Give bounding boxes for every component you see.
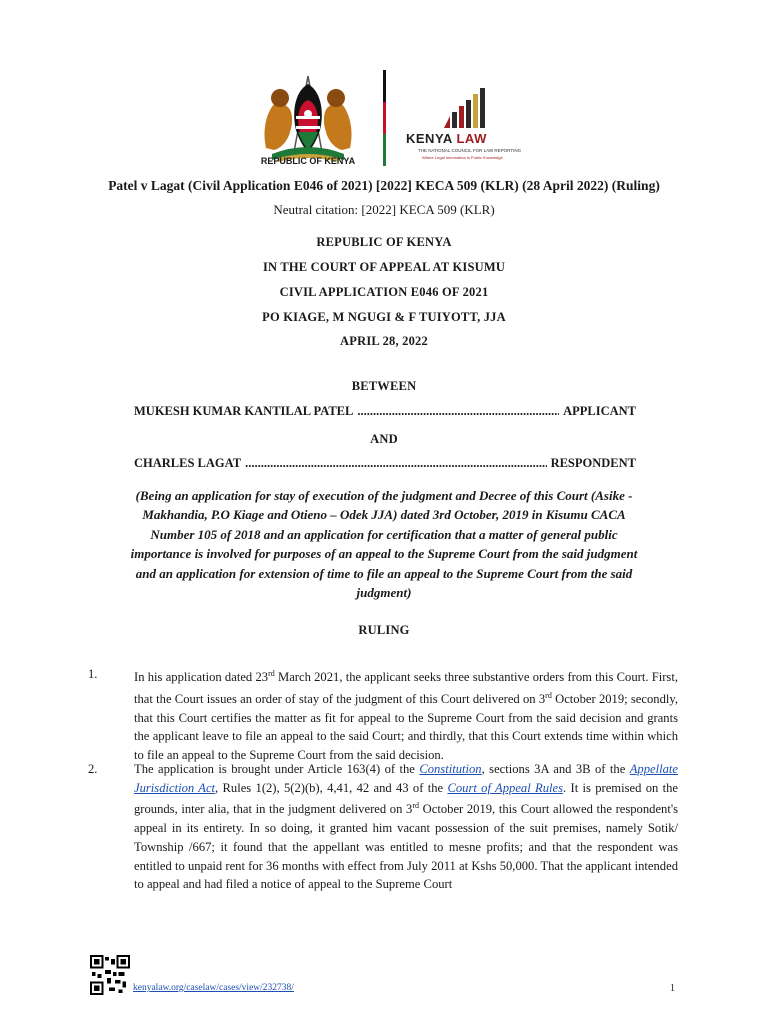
- kenya-law-logo-icon: [440, 86, 490, 128]
- text-run: The application is brought under Article 163(4) of the: [134, 762, 420, 776]
- superscript: rd: [412, 801, 420, 811]
- case-title: Patel v Lagat (Civil Application E046 of 2021) [2022] KECA 509 (KLR) (28 April 2022) (Ruling): [108, 178, 660, 193]
- flag-divider: [383, 70, 386, 166]
- text-run: October 2019; secondly, that this Court certifies the matter as fit for appeal to the Supreme Court from the said decision and grants the applicant leave to file an appeal to the said Court; and thirdly, that this Court extends time within which to file an appeal to the Supreme Court from the said decision.: [134, 692, 678, 763]
- leader-dots: [245, 456, 546, 471]
- application-description: (Being an application for stay of execution of the judgment and Decree of this Court (Asike -Makhandia, P.O Kiage and Otieno – Odek JJA) dated 3rd October, 2019 in Kisumu CACA Number 105 of 2018 and an application for certification that a matter of general public importance is involved for purposes of an appeal to the Supreme Court from the said judgment and an application for extension of time to file an appeal to the Supreme Court from the said judgment): [130, 488, 638, 601]
- text-run: . It is premised on the grounds, inter alia, that in the judgment delivered on 3: [134, 780, 679, 817]
- brand-kenya: KENYA: [406, 131, 453, 146]
- brand-subtitle: THE NATIONAL COUNCIL FOR LAW REPORTING: [418, 148, 522, 153]
- brand-law: LAW: [456, 131, 487, 146]
- text-run: In his application dated 23: [134, 670, 269, 685]
- respondent-name: CHARLES LAGAT: [134, 456, 242, 470]
- paragraph-number: 1.: [88, 667, 98, 681]
- coat-of-arms-caption: REPUBLIC OF KENYA: [260, 156, 356, 166]
- neutral-citation: Neutral citation: [2022] KECA 509 (KLR): [273, 202, 495, 217]
- constitution-link[interactable]: Constitution: [419, 762, 482, 776]
- respondent-role: RESPONDENT: [550, 456, 636, 470]
- applicant-role: APPLICANT: [563, 404, 636, 418]
- text-run: March 2021, the applicant seeks three substantive orders from this Court. First, that the Court issues an order of stay of the judgment of this Court delivered on 3: [134, 670, 678, 707]
- caption-date: APRIL 28, 2022: [340, 334, 428, 348]
- caption-judges: PO KIAGE, M NGUGI & F TUIYOTT, JJA: [262, 310, 506, 324]
- page-number: 1: [670, 983, 675, 994]
- court-of-appeal-rules-link[interactable]: Court of Appeal Rules: [447, 780, 564, 795]
- and-label: AND: [370, 432, 398, 446]
- qr-code-icon[interactable]: [90, 955, 130, 995]
- applicant-name: MUKESH KUMAR KANTILAL PATEL: [134, 404, 354, 418]
- text-run: , sections 3A and 3B of the: [481, 762, 630, 776]
- superscript: rd: [545, 690, 552, 700]
- caption-application: CIVIL APPLICATION E046 OF 2021: [279, 285, 489, 299]
- applicant-line: [134, 404, 636, 419]
- paragraph-number: 2.: [88, 762, 98, 776]
- header-logos: [0, 66, 768, 176]
- respondent-line: [134, 456, 636, 471]
- brand-tagline: Where Legal Information is Public Knowledge: [422, 155, 503, 160]
- coat-of-arms-icon: [258, 70, 358, 170]
- paragraph-1: [88, 665, 678, 765]
- text-run: October 2019, this Court allowed the respondent's appeal in its entirety. In so doing, it granted him vacant possession of the suit premises, namely Sotik/ Township /667; it found that the appellant was entitled to mesne profits; and that the respondent was entitled to unpaid rent for 36 months with effect from July 2011 at Kshs 50,000. That the applicant intended to appeal and had filed a notice of appeal to the Supreme Court: [134, 802, 678, 892]
- text-run: , Rules 1(2), 5(2)(b), 4,41, 42 and 43 of the: [215, 780, 448, 795]
- caption-republic: REPUBLIC OF KENYA: [316, 235, 452, 249]
- paragraph-2: [88, 760, 678, 894]
- appellate-jurisdiction-act-link[interactable]: Appellate Jurisdiction Act: [134, 762, 678, 795]
- kenya-law-wordmark: [406, 131, 487, 146]
- superscript: rd: [268, 669, 275, 678]
- leader-dots: [357, 404, 559, 419]
- ruling-heading: RULING: [358, 623, 410, 637]
- between-label: BETWEEN: [351, 379, 417, 393]
- caption-court: IN THE COURT OF APPEAL AT KISUMU: [262, 260, 506, 274]
- paragraph-text: [134, 760, 678, 894]
- paragraph-text: [134, 665, 678, 765]
- case-url-link[interactable]: kenyalaw.org/caselaw/cases/view/232738/: [133, 983, 294, 993]
